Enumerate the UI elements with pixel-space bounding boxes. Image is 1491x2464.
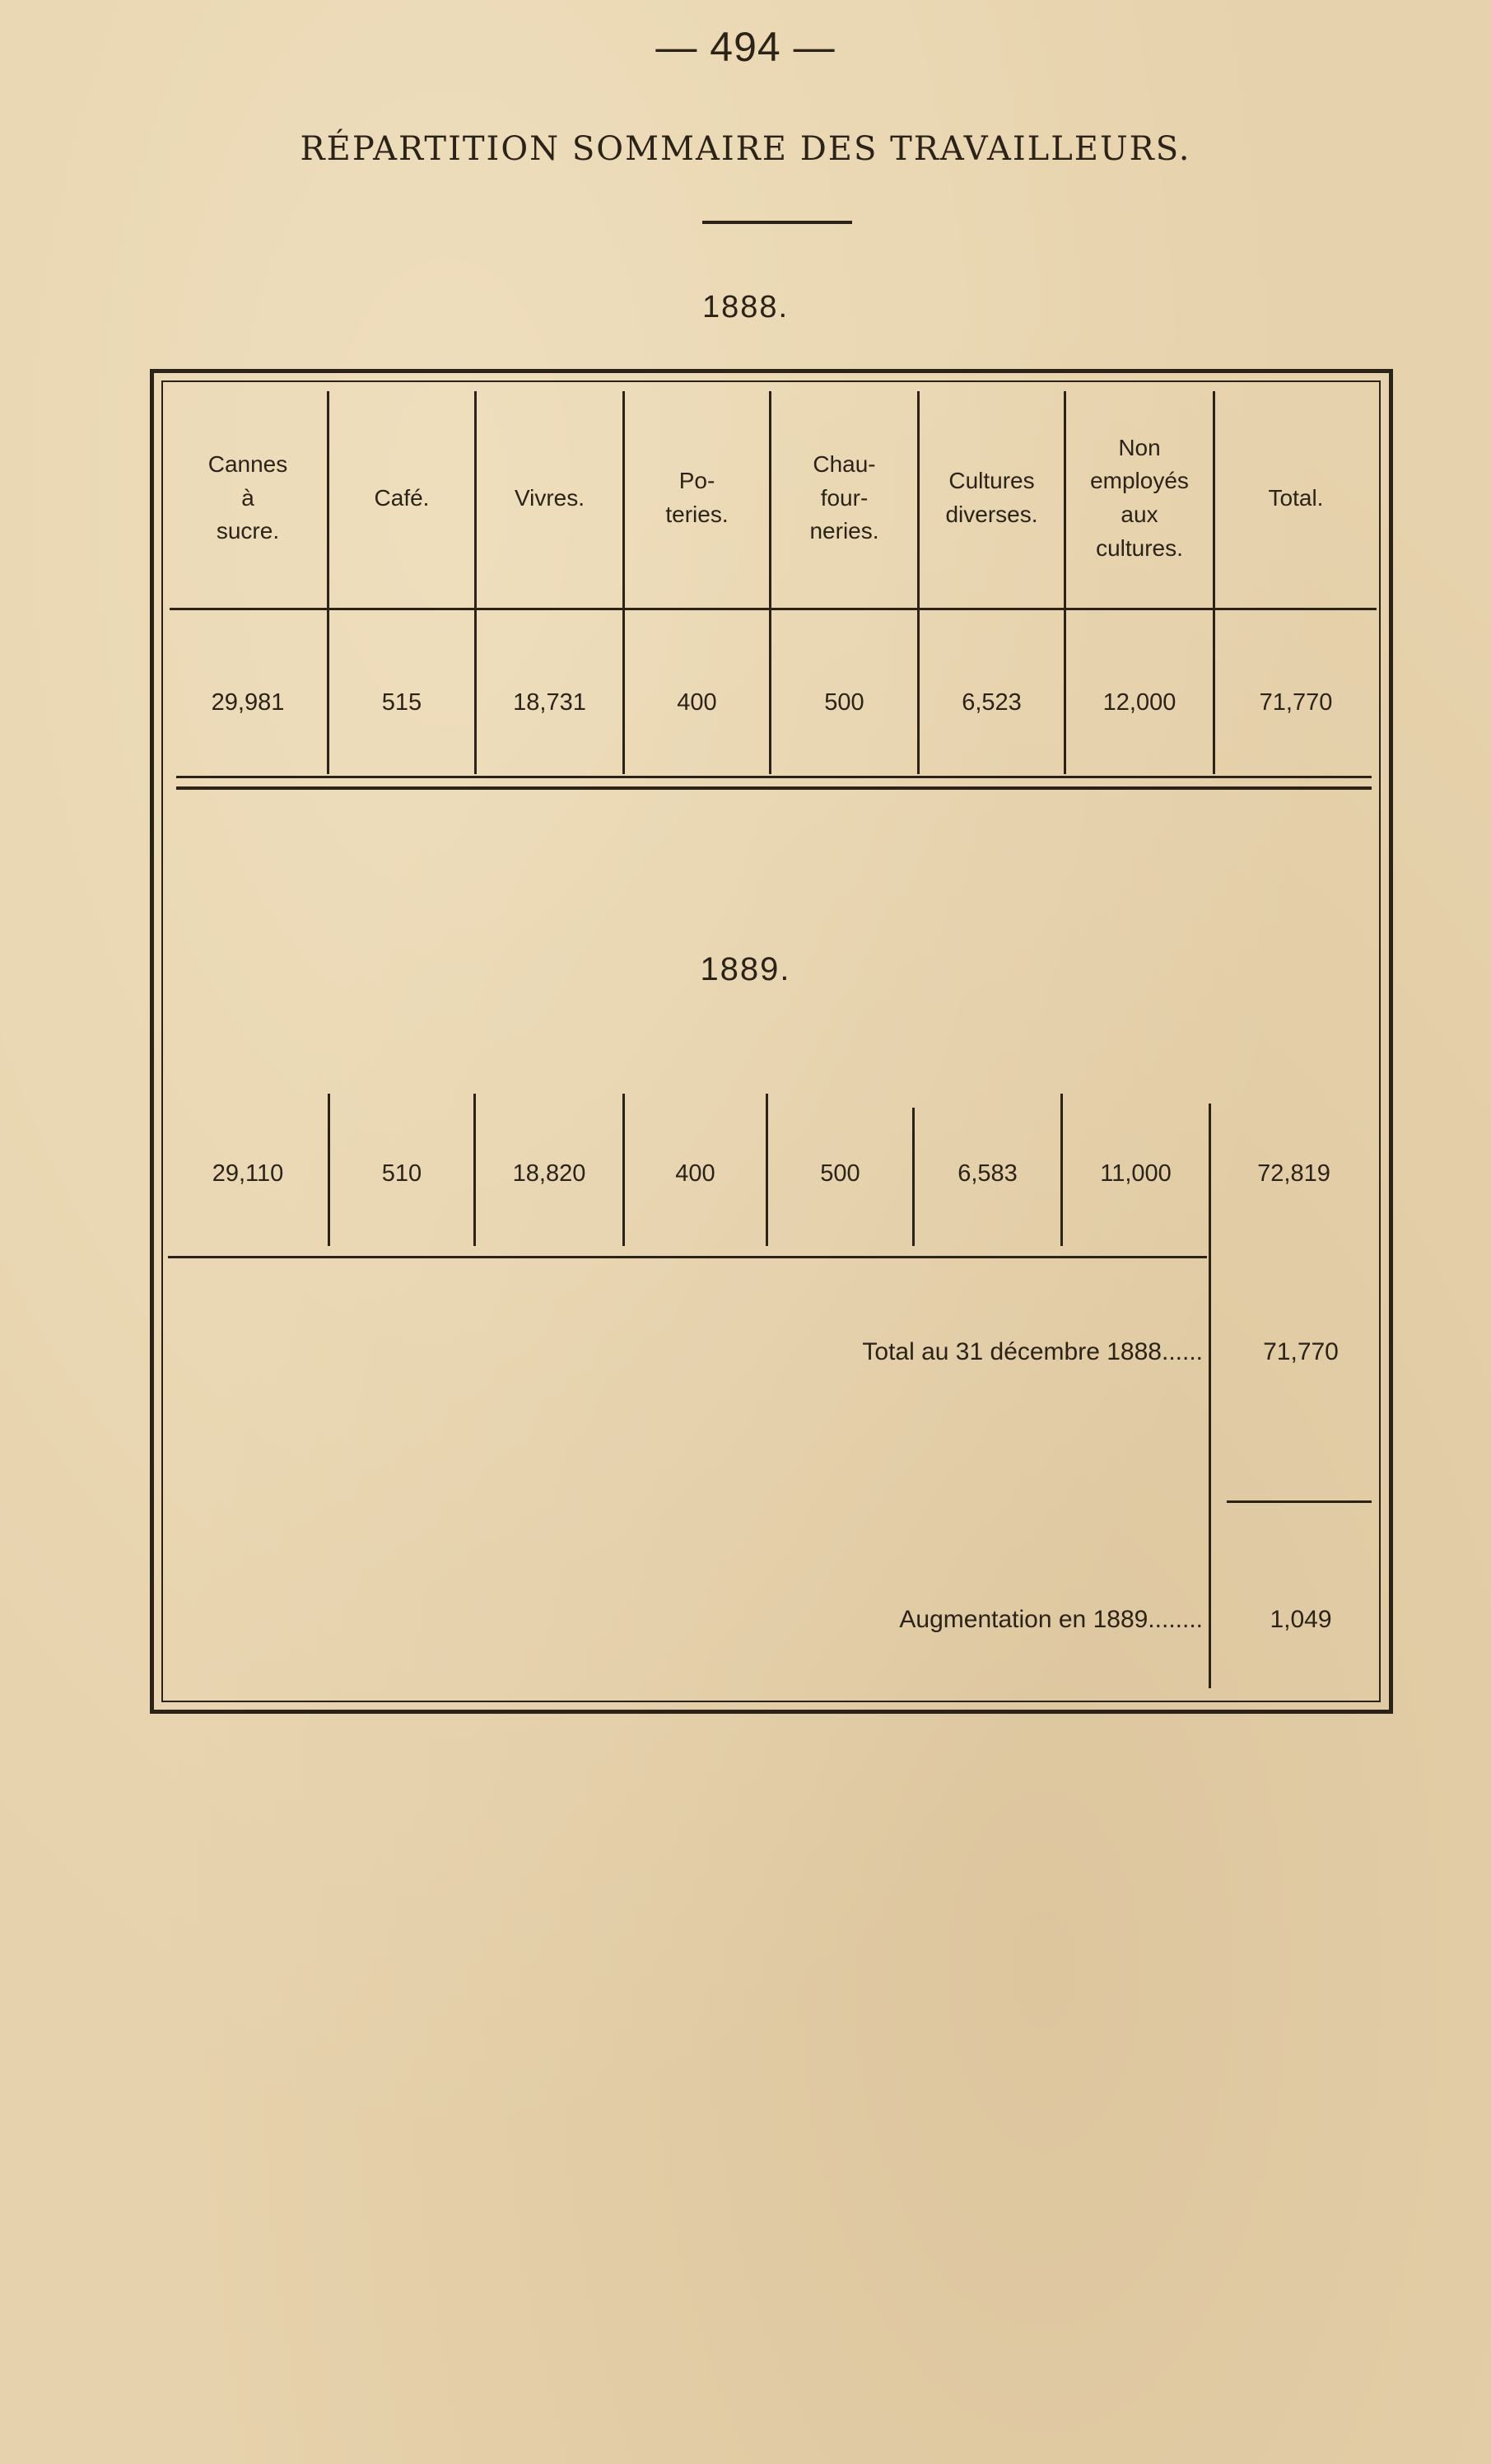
double-rule-top xyxy=(176,776,1372,778)
header-total: Total. xyxy=(1268,484,1324,511)
header-cannes-a-sucre: Cannes à sucre. xyxy=(207,451,288,544)
value-1888-non-employes: 12,000 xyxy=(1102,689,1176,716)
title-rule xyxy=(702,221,852,224)
header-cafe: Café. xyxy=(374,484,430,511)
value-1889-cultures: 6,583 xyxy=(958,1160,1018,1187)
header-rule xyxy=(170,608,1377,610)
value-1888-vivres: 18,731 xyxy=(513,689,586,716)
subtraction-rule xyxy=(1227,1500,1372,1503)
increase-1889-value: 1,049 xyxy=(1270,1606,1332,1633)
double-rule-bottom xyxy=(176,786,1372,790)
header-poteries: Po- teries. xyxy=(665,468,729,527)
value-1888-total: 71,770 xyxy=(1259,689,1333,716)
year-heading-1888: 1888. xyxy=(701,290,790,324)
total-1888-value: 71,770 xyxy=(1263,1338,1339,1365)
total-column-divider xyxy=(1209,1104,1211,1688)
value-1888-poteries: 400 xyxy=(677,689,717,716)
value-1889-non-employes: 11,000 xyxy=(1100,1160,1172,1187)
row-1889-rule xyxy=(168,1256,1207,1258)
value-1889-chaufourneries: 500 xyxy=(820,1160,860,1187)
year-heading-1889: 1889. xyxy=(700,951,791,987)
value-1888-cultures: 6,523 xyxy=(962,689,1022,716)
value-1888-chaufourneries: 500 xyxy=(824,689,864,716)
total-1888-label: Total au 31 décembre 1888...... xyxy=(862,1338,1203,1365)
page-title: RÉPARTITION SOMMAIRE DES TRAVAILLEURS. xyxy=(300,130,1191,168)
header-vivres: Vivres. xyxy=(514,484,585,511)
value-1889-vivres: 18,820 xyxy=(512,1160,586,1187)
value-1889-total: 72,819 xyxy=(1257,1160,1330,1187)
value-1889-cannes: 29,110 xyxy=(212,1160,284,1187)
value-1888-cannes: 29,981 xyxy=(211,689,285,716)
increase-1889-label: Augmentation en 1889........ xyxy=(899,1606,1203,1633)
page-number: — 494 — xyxy=(655,24,836,70)
header-chaufourneries: Chau- four- neries. xyxy=(809,451,879,544)
header-non-employes: Non employés aux cultures. xyxy=(1090,434,1189,561)
value-1888-cafe: 515 xyxy=(381,689,422,716)
value-1889-cafe: 510 xyxy=(381,1160,422,1187)
header-cultures-diverses: Cultures diverses. xyxy=(945,468,1038,527)
value-1889-poteries: 400 xyxy=(675,1160,715,1187)
